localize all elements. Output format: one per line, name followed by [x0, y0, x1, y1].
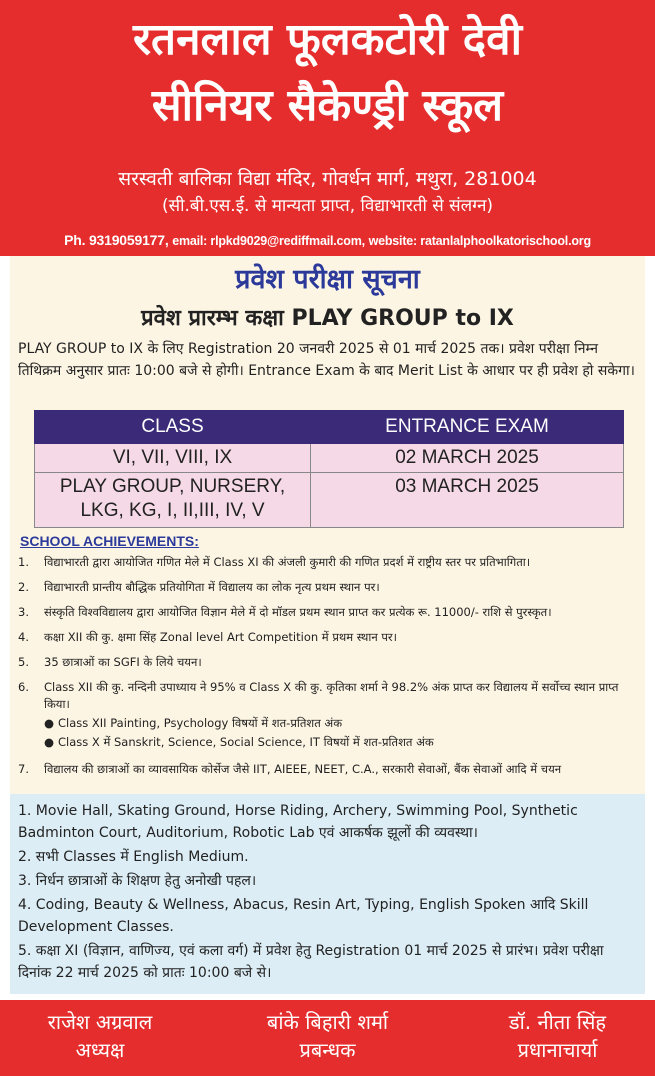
bullet-item: ● Class X में Sanskrit, Science, Social Science, IT विषयों में शत-प्रतिशत अंक [44, 735, 434, 749]
achievements-list [18, 554, 642, 786]
website: website: ratanlalphoolkatorischool.org [368, 234, 591, 248]
list-item: 4. Coding, Beauty & Wellness, Abacus, Resin Art, Typing, English Spoken आदि Skill Development Classes. [18, 897, 589, 935]
header [0, 0, 655, 224]
signatory-manager: बांके बिहारी शर्मा प्रबन्धक [266, 1010, 389, 1062]
list-item: 6. Class XII की कु. नन्दिनी उपाध्याय ने 95% व Class X की कु. कृतिका शर्मा ने 98.2% अंक प्राप्त कर विद्यालय में सर्वोच्च स्थान प्राप्त किया। ● Class XII Painting, Psychology विषयों में शत-प्रतिशत अंक ● Class X में Sanskrit, Science, Social Science, IT विषयों में शत-प्रतिशत अंक [18, 679, 642, 751]
affiliation: (सी.बी.एस.ई. से मान्यता प्राप्त, विद्याभारती से संलग्न) [161, 196, 494, 216]
list-item: 1. Movie Hall, Skating Ground, Horse Riding, Archery, Swimming Pool, Synthetic Badminton Court, Auditorium, Robotic Lab एवं आकर्षक झूलों की व्यवस्था। [18, 803, 578, 841]
address: सरस्वती बालिका विद्या मंदिर, गोवर्धन मार्ग, मथुरा, 281004 [118, 168, 537, 190]
list-item: 2. विद्याभारती प्रान्तीय बौद्धिक प्रतियोगिता में विद्यालय का लोक नृत्य प्रथम स्थान पर। [18, 580, 380, 594]
table-row [35, 473, 624, 528]
date-cell: 03 MARCH 2025 [311, 473, 624, 528]
school-name-line1: रतनलाल फूलकटोरी देवी [133, 14, 522, 65]
column-header-exam: ENTRANCE EXAM [311, 411, 624, 444]
achievements-title: SCHOOL ACHIEVEMENTS: [20, 533, 199, 549]
date-cell: 02 MARCH 2025 [311, 444, 624, 473]
signatory-principal: डॉ. नीता सिंह प्रधानाचार्या [508, 1010, 607, 1062]
list-item: 5. 35 छात्राओं का SGFI के लिये चयन। [18, 655, 202, 669]
contact-bar [0, 224, 655, 256]
table-header-row [35, 411, 624, 444]
list-item: 5. कक्षा XI (विज्ञान, वाणिज्य, एवं कला वर्ग) में प्रवेश हेतु Registration 01 मार्च 2025 से प्रारंभ। प्रवेश परीक्षा दिनांक 22 मार्च 2025 को प्रातः 10:00 बजे से। [18, 943, 604, 981]
facilities-list [10, 794, 645, 984]
signatory-president: राजेश अग्रवाल अध्यक्ष [47, 1010, 153, 1062]
list-item: 4. कक्षा XII की कु. क्षमा सिंह Zonal level Art Competition में प्रथम स्थान पर। [18, 630, 397, 644]
list-item: 3. संस्कृति विश्वविद्यालय द्वारा आयोजित विज्ञान मेले में दो मॉडल प्रथम स्थान प्राप्त कर प्रत्येक रू. 11000/- राशि से पुरस्कृत। [18, 605, 552, 619]
list-item: 3. निर्धन छात्राओं के शिक्षण हेतु अनोखी पहल। [18, 873, 257, 889]
class-cell: VI, VII, VIII, IX [35, 444, 311, 473]
notice-heading: प्रवेश परीक्षा सूचना [235, 264, 420, 295]
notice-paragraph: PLAY GROUP to IX के लिए Registration 20 जनवरी 2025 से 01 मार्च 2025 तक। प्रवेश परीक्षा निम्न तिथिक्रम अनुसार प्रातः 10:00 बजे से होगी। Entrance Exam के बाद Merit List के आधार पर ही प्रवेश हो सकेगा। [18, 341, 635, 379]
signatories-footer [0, 1000, 655, 1076]
class-cell: PLAY GROUP, NURSERY, LKG, KG, I, II,III, IV, V [35, 473, 311, 528]
admission-notice [10, 256, 645, 794]
school-name-line2: सीनियर सैकेण्ड्री स्कूल [151, 80, 504, 131]
notice-subheading: प्रवेश प्रारम्भ कक्षा PLAY GROUP to IX [141, 306, 514, 331]
column-header-class: CLASS [35, 411, 311, 444]
table-row [35, 444, 624, 473]
phone: Ph. 9319059177, [64, 232, 169, 248]
list-item: 1. विद्याभारती द्वारा आयोजित गणित मेले में Class XI की अंजली कुमारी की गणित प्रदर्श में राष्ट्रीय स्तर पर प्रतिभागिता। [18, 555, 531, 569]
email: email: rlpkd9029@rediffmail.com, [172, 234, 365, 248]
list-item: 7. विद्यालय की छात्राओं का व्यावसायिक कोर्सेज जैसे IIT, AIEEE, NEET, C.A., सरकारी सेवाओं, बैंक सेवाओं आदि में चयन [18, 762, 562, 776]
bullet-item: ● Class XII Painting, Psychology विषयों में शत-प्रतिशत अंक [44, 716, 343, 730]
exam-schedule-table [34, 410, 624, 528]
facilities-box [10, 794, 645, 994]
list-item: 2. सभी Classes में English Medium. [18, 849, 249, 865]
